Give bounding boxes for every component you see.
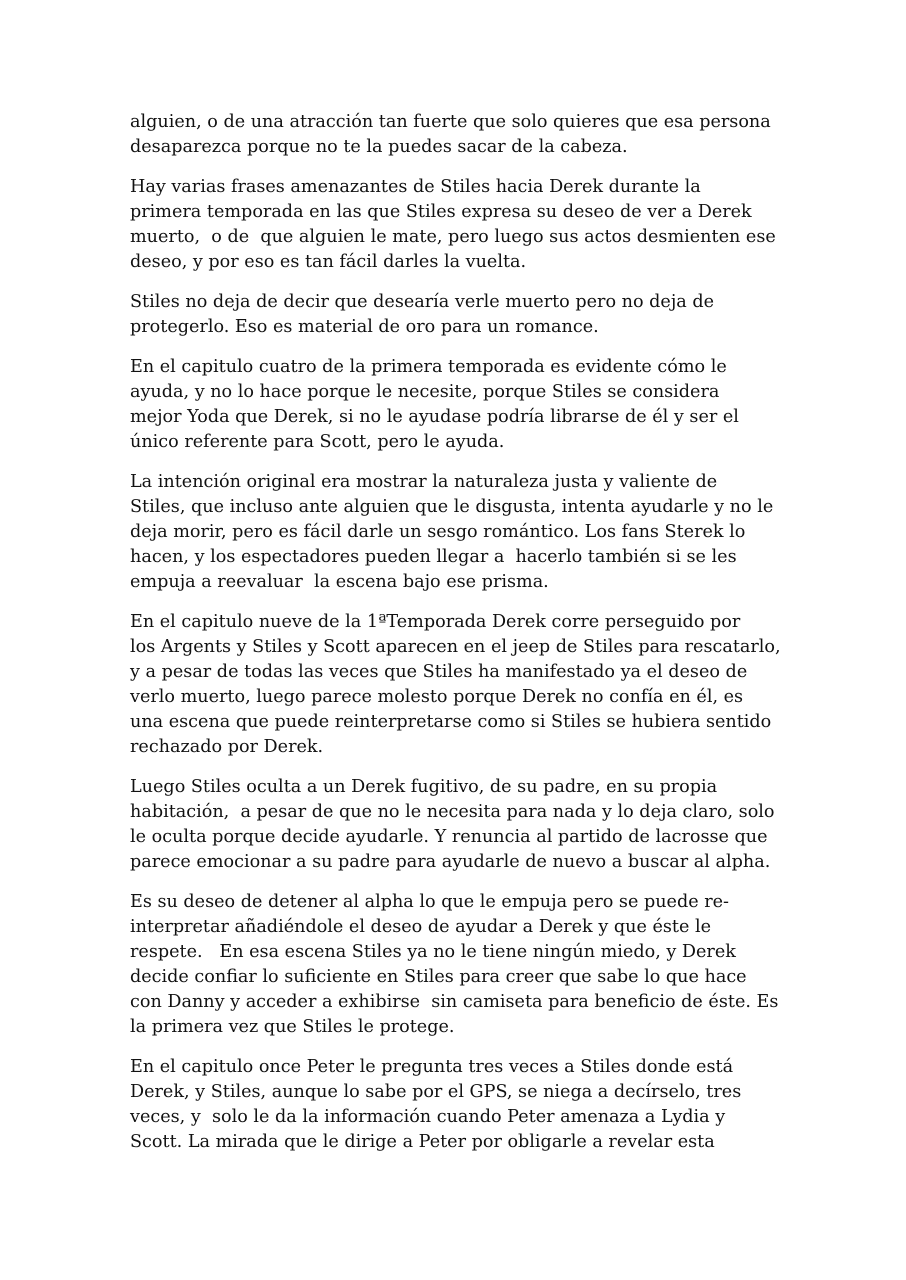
paragraph (130, 470, 790, 595)
text-line: Derek, y Stiles, aunque lo sabe por el GPS, se niega a decírselo, tres (130, 1082, 742, 1102)
text-line: protegerlo. Eso es material de oro para un romance. (130, 317, 599, 337)
text-line: Luego Stiles oculta a un Derek fugitivo, de su padre, en su propia (130, 777, 718, 797)
text-line: Stiles, que incluso ante alguien que le disgusta, intenta ayudarle y no le (130, 497, 774, 517)
text-line: con Danny y acceder a exhibirse sin camiseta para beneficio de éste. Es (130, 992, 779, 1012)
text-line: ayuda, y no lo hace porque le necesite, porque Stiles se considera (130, 382, 720, 402)
paragraph (130, 110, 790, 160)
text-line: le oculta porque decide ayudarle. Y renuncia al partido de lacrosse que (130, 827, 768, 847)
text-line: desaparezca porque no te la puedes sacar de la cabeza. (130, 137, 628, 157)
text-line: Hay varias frases amenazantes de Stiles hacia Derek durante la (130, 177, 701, 197)
text-line: decide confiar lo suficiente en Stiles para creer que sabe lo que hace (130, 967, 747, 987)
text-line: interpretar añadiéndole el deseo de ayudar a Derek y que éste le (130, 917, 711, 937)
text-line: mejor Yoda que Derek, si no le ayudase podría librarse de él y ser el (130, 407, 739, 427)
paragraph (130, 1055, 790, 1155)
text-line: En el capitulo cuatro de la primera temporada es evidente cómo le (130, 357, 727, 377)
paragraph (130, 890, 790, 1040)
text-line: muerto, o de que alguien le mate, pero luego sus actos desmienten ese (130, 227, 776, 247)
text-line: veces, y solo le da la información cuando Peter amenaza a Lydia y (130, 1107, 726, 1127)
text-line: respete. En esa escena Stiles ya no le tiene ningún miedo, y Derek (130, 942, 736, 962)
text-line: parece emocionar a su padre para ayudarle de nuevo a buscar al alpha. (130, 852, 771, 872)
paragraph (130, 175, 790, 275)
text-line: primera temporada en las que Stiles expresa su deseo de ver a Derek (130, 202, 752, 222)
text-line: En el capitulo once Peter le pregunta tres veces a Stiles donde está (130, 1057, 734, 1077)
text-line: y a pesar de todas las veces que Stiles ha manifestado ya el deseo de (130, 662, 748, 682)
text-line: Scott. La mirada que le dirige a Peter por obligarle a revelar esta (130, 1132, 715, 1152)
paragraph (130, 610, 790, 760)
text-line: Stiles no deja de decir que desearía verle muerto pero no deja de (130, 292, 715, 312)
text-line: verlo muerto, luego parece molesto porque Derek no confía en él, es (130, 687, 744, 707)
paragraph (130, 355, 790, 455)
paragraph (130, 290, 790, 340)
text-line: deja morir, pero es fácil darle un sesgo romántico. Los fans Sterek lo (130, 522, 746, 542)
text-line: rechazado por Derek. (130, 737, 324, 757)
text-line: Es su deseo de detener al alpha lo que le empuja pero se puede re- (130, 892, 729, 912)
text-line: deseo, y por eso es tan fácil darles la vuelta. (130, 252, 527, 272)
text-line: la primera vez que Stiles le protege. (130, 1017, 455, 1037)
text-line: los Argents y Stiles y Scott aparecen en el jeep de Stiles para rescatarlo, (130, 637, 781, 657)
body-text (130, 110, 790, 1170)
text-line: alguien, o de una atracción tan fuerte que solo quieres que esa persona (130, 112, 771, 132)
text-line: único referente para Scott, pero le ayuda. (130, 432, 505, 452)
text-line: habitación, a pesar de que no le necesita para nada y lo deja claro, solo (130, 802, 775, 822)
text-line: hacen, y los espectadores pueden llegar a hacerlo también si se les (130, 547, 737, 567)
text-line: empuja a reevaluar la escena bajo ese prisma. (130, 572, 549, 592)
paragraph (130, 775, 790, 875)
text-line: La intención original era mostrar la naturaleza justa y valiente de (130, 472, 718, 492)
text-line: En el capitulo nueve de la 1ªTemporada Derek corre perseguido por (130, 612, 741, 632)
text-line: una escena que puede reinterpretarse como si Stiles se hubiera sentido (130, 712, 772, 732)
